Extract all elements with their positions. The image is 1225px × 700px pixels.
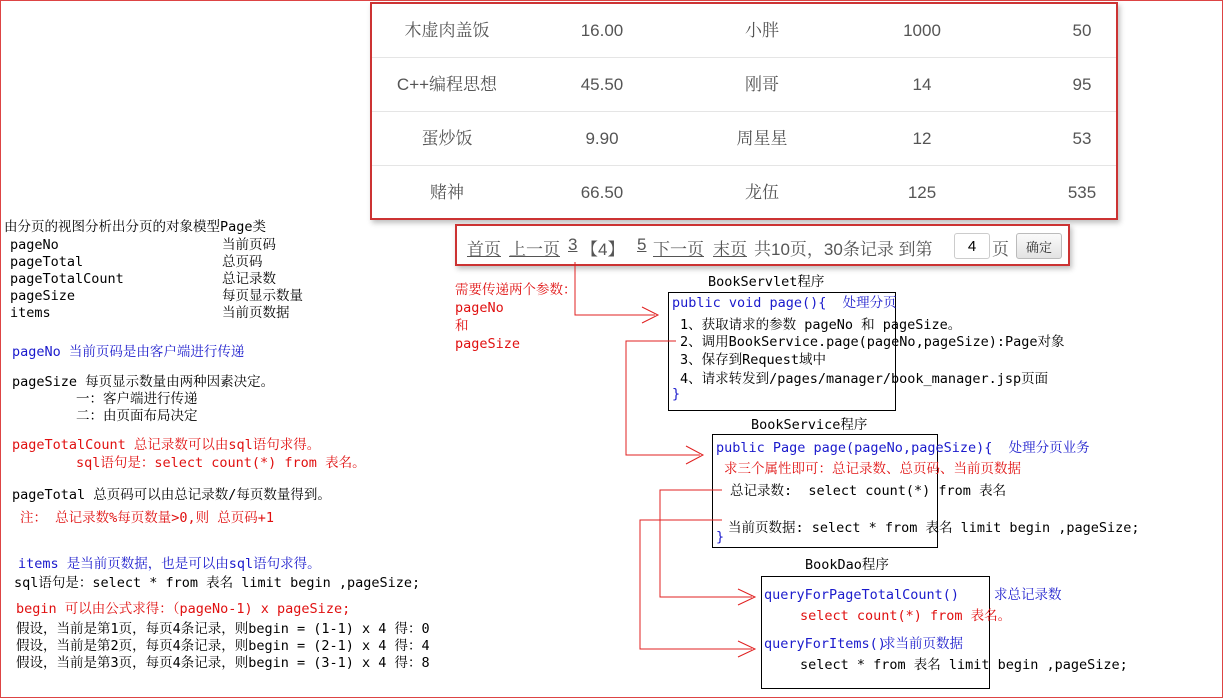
- next-page-link[interactable]: 下一页: [653, 240, 704, 259]
- table-cell: 周星星: [736, 129, 788, 148]
- service-note: 求三个属性即可：总记录数、总页码、当前页数据: [724, 461, 1021, 477]
- items-sql: sql语句是：select * from 表名 limit begin ,pageSize;: [14, 575, 421, 591]
- table-cell: 535: [1067, 183, 1097, 202]
- table-cell: 66.50: [580, 183, 624, 202]
- table-cell: 龙伍: [745, 183, 779, 202]
- table-cell: 50: [1072, 21, 1092, 40]
- servlet-step: 3、保存到Request域中: [680, 352, 827, 368]
- param-pageno: pageNo: [455, 300, 504, 316]
- servlet-close: }: [672, 386, 681, 402]
- arrow-servlet-to-service: [626, 341, 700, 455]
- page-3-link[interactable]: 3: [568, 235, 578, 254]
- field-desc: 总页码: [222, 254, 263, 270]
- param-and: 和: [455, 318, 469, 334]
- field-name: pageSize: [10, 288, 76, 304]
- param-pagesize: pageSize: [455, 336, 521, 352]
- table-cell: C++编程思想: [396, 75, 498, 94]
- totalcount-sql: sql语句是：select count(*) from 表名。: [76, 455, 366, 471]
- dao-method-items: queryForItems(): [764, 636, 886, 652]
- table-cell: 小胖: [745, 21, 779, 40]
- items-note: items 是当前页数据，也是可以由sql语句求得。: [18, 556, 321, 572]
- arrow-service-items-to-dao: [640, 520, 752, 649]
- service-close: }: [716, 529, 725, 545]
- field-name: items: [10, 305, 51, 321]
- first-page-link[interactable]: 首页: [467, 240, 501, 259]
- arrow-service-count-to-dao: [660, 490, 752, 597]
- table-cell: 木虚肉盖饭: [404, 21, 490, 40]
- table-cell: 95: [1072, 75, 1092, 94]
- field-name: pageTotalCount: [10, 271, 124, 287]
- dao-title: BookDao程序: [805, 557, 889, 573]
- table-cell: 9.90: [585, 129, 619, 148]
- pageno-note: pageNo 当前页码是由客户端进行传递: [12, 344, 245, 360]
- page-5-link[interactable]: 5: [637, 235, 647, 254]
- field-name: pageTotal: [10, 254, 84, 270]
- table-cell: 16.00: [580, 21, 624, 40]
- table-cell: 1000: [903, 21, 941, 40]
- dao-method-count-note: 求总记录数: [994, 587, 1062, 603]
- service-signature: public Page page(pageNo,pageSize){ 处理分页业务: [716, 440, 1090, 456]
- dao-count-sql: select count(*) from 表名。: [800, 608, 1012, 624]
- table-cell: 赌神: [430, 183, 464, 202]
- pagesize-reason-1: 一：客户端进行传递: [76, 391, 198, 407]
- servlet-title: BookServlet程序: [708, 274, 825, 290]
- service-count: 总记录数: select count(*) from 表名: [730, 483, 1007, 499]
- confirm-button[interactable]: 确定: [1016, 233, 1062, 259]
- pagetotal-rule: 注： 总记录数%每页数量>0,则 总页码+1: [20, 510, 275, 526]
- pagesize-reason-2: 二：由页面布局决定: [76, 408, 198, 424]
- totalcount-note: pageTotalCount 总记录数可以由sql语句求得。: [12, 437, 321, 453]
- last-page-link[interactable]: 末页: [713, 240, 747, 259]
- servlet-signature: public void page(){ 处理分页: [672, 295, 897, 311]
- servlet-step: 2、调用BookService.page(pageNo,pageSize):Page对象: [680, 334, 1065, 350]
- service-title: BookService程序: [751, 417, 868, 433]
- begin-example: 假设，当前是第3页，每页4条记录，则begin = (3-1) x 4 得：8: [16, 655, 430, 671]
- table-cell: 刚哥: [745, 75, 779, 94]
- intro-text: 由分页的视图分析出分页的对象模型Page类: [4, 219, 267, 235]
- pagesize-note: pageSize 每页显示数量由两种因素决定。: [12, 374, 275, 390]
- table-cell: 12: [912, 129, 932, 148]
- table-cell: 蛋炒饭: [421, 129, 473, 148]
- field-desc: 每页显示数量: [222, 288, 303, 304]
- pagetotal-note: pageTotal 总页码可以由总记录数/每页数量得到。: [12, 487, 331, 503]
- table-cell: 53: [1072, 129, 1092, 148]
- current-page: 【4】: [581, 240, 625, 259]
- table-cell: 14: [912, 75, 932, 94]
- dao-method-items-note: 求当前页数据: [882, 636, 963, 652]
- field-desc: 总记录数: [222, 271, 276, 287]
- page-summary: 共10页，30条记录 到第: [754, 240, 933, 259]
- field-desc: 当前页码: [222, 237, 276, 253]
- params-label: 需要传递两个参数：: [455, 282, 577, 298]
- field-name: pageNo: [10, 237, 59, 253]
- servlet-step: 4、请求转发到/pages/manager/book_manager.jsp页面: [680, 371, 1049, 387]
- table-cell: 45.50: [580, 75, 624, 94]
- servlet-step: 1、获取请求的参数 pageNo 和 pageSize。: [680, 317, 962, 333]
- begin-example: 假设，当前是第1页，每页4条记录，则begin = (1-1) x 4 得：0: [16, 621, 430, 637]
- table-cell: 125: [907, 183, 937, 202]
- field-desc: 当前页数据: [222, 305, 290, 321]
- dao-method-count: queryForPageTotalCount(): [764, 587, 960, 603]
- begin-example: 假设，当前是第2页，每页4条记录，则begin = (2-1) x 4 得：4: [16, 638, 430, 654]
- begin-note: begin 可以由公式求得：（pageNo-1) x pageSize;: [16, 601, 351, 617]
- prev-page-link[interactable]: 上一页: [509, 240, 560, 259]
- page-unit: 页: [992, 240, 1009, 259]
- dao-items-sql: select * from 表名 limit begin ,pageSize;: [800, 657, 1128, 673]
- service-items: 当前页数据: select * from 表名 limit begin ,pageSize;: [728, 520, 1140, 536]
